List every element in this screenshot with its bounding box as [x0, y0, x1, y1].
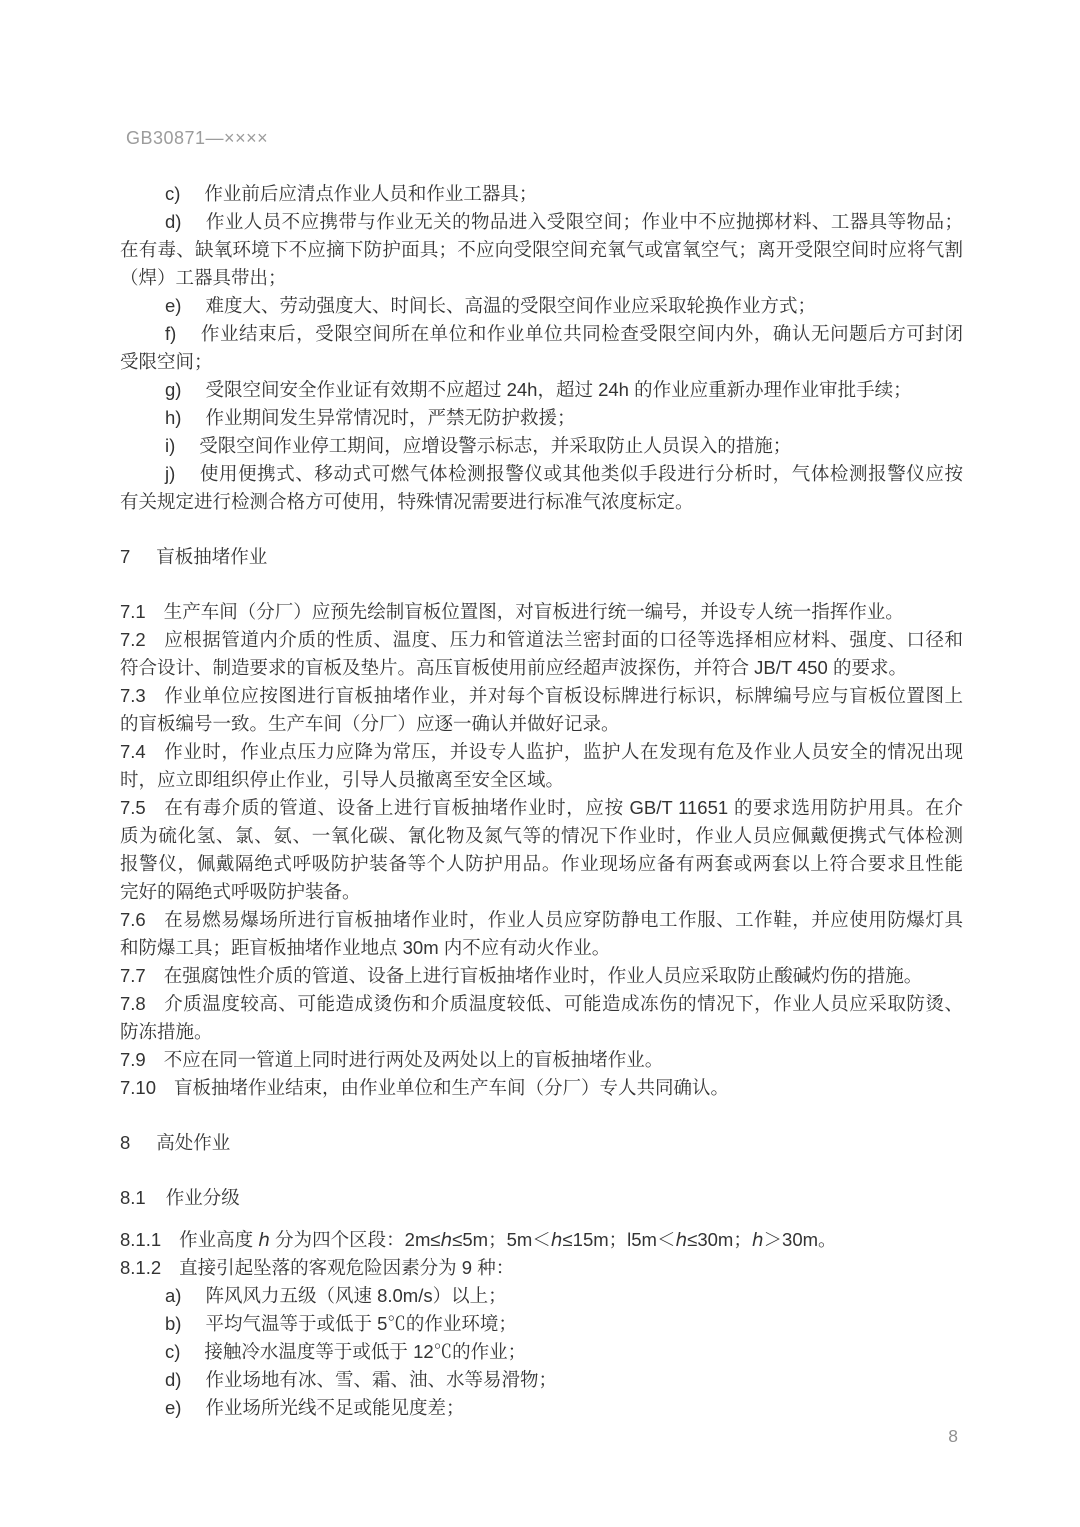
- clause-7-7: [120, 962, 963, 990]
- text-line: [120, 766, 963, 794]
- line-text: 平均气温等于或低于 5℃的作业环境；: [205, 1313, 517, 1334]
- line-text: 阵风风力五级（风速 8.0m/s）以上；: [205, 1285, 507, 1306]
- line-text: 在强腐蚀性介质的管道、设备上进行盲板抽堵作业时，作业人员应采取防止酸碱灼伤的措施。: [163, 965, 923, 986]
- clause-7-2: [120, 626, 963, 654]
- list-marker: h): [165, 407, 182, 428]
- list-marker: g): [165, 379, 182, 400]
- text-line: [120, 488, 963, 516]
- list-item: [120, 1394, 963, 1422]
- list-marker: d): [165, 211, 182, 232]
- line-text: 不应在同一管道上同时进行两处及两处以上的盲板抽堵作业。: [163, 1049, 664, 1070]
- line-text: 使用便携式、移动式可燃气体检测报警仪或其他类似手段进行分析时，气体检测报警仪应按: [199, 463, 963, 484]
- line-text: 作业单位应按图进行盲板抽堵作业，并对每个盲板设标牌进行标识，标牌编号应与盲板位置图上: [163, 685, 963, 706]
- list-item: [120, 460, 963, 488]
- clause-number: 7.6: [120, 909, 146, 930]
- line-text: 介质温度较高、可能造成烫伤和介质温度较低、可能造成冻伤的情况下，作业人员应采取防烫、: [163, 993, 963, 1014]
- line-text: 作业高度 ℎ 分为四个区段：2m≤ℎ≤5m；5m＜ℎ≤15m；l5m＜ℎ≤30m；ℎ＞30m。: [179, 1229, 837, 1250]
- clause-number: 7.9: [120, 1049, 146, 1070]
- section-title: 高处作业: [156, 1132, 231, 1153]
- text-line: [120, 934, 963, 962]
- list-marker: c): [165, 1341, 181, 1362]
- list-item: [120, 404, 963, 432]
- list-marker: i): [165, 435, 176, 456]
- line-text: 质为硫化氢、氯、氨、一氧化碳、氰化物及氮气等的情况下作业时，作业人员应佩戴便携式气体检测: [120, 825, 963, 846]
- clause-7-1: [120, 598, 963, 626]
- section-title: 盲板抽堵作业: [156, 546, 268, 567]
- line-text: （焊）工器具带出；: [120, 267, 287, 288]
- list-item: [120, 1366, 963, 1394]
- list-marker: a): [165, 1285, 182, 1306]
- text-line: [120, 850, 963, 878]
- list-item: [120, 292, 963, 320]
- clause-number: 7.3: [120, 685, 146, 706]
- clause-7-8: [120, 990, 963, 1018]
- clause-number: 7.8: [120, 993, 146, 1014]
- line-text: 完好的隔绝式呼吸防护装备。: [120, 881, 361, 902]
- clause-7-3: [120, 682, 963, 710]
- text-line: [120, 710, 963, 738]
- line-text: 受限空间安全作业证有效期不应超过 24h，超过 24h 的作业应重新办理作业审批手续；: [205, 379, 912, 400]
- clause-number: 8.1.2: [120, 1257, 162, 1278]
- line-text: 作业场所光线不足或能见度差；: [205, 1397, 465, 1418]
- clause-number: 8.1.1: [120, 1229, 162, 1250]
- clause-8-1-2: [120, 1254, 963, 1282]
- list-item: [120, 1338, 963, 1366]
- line-text: 报警仪，佩戴隔绝式呼吸防护装备等个人防护用品。作业现场应备有两套或两套以上符合要求且性能: [120, 853, 963, 874]
- clause-number: 7.7: [120, 965, 146, 986]
- line-text: 有关规定进行检测合格方可使用，特殊情况需要进行标准气浓度标定。: [120, 491, 694, 512]
- clause-7-10: [120, 1074, 963, 1102]
- text-line: [120, 236, 963, 264]
- line-text: 接触冷水温度等于或低于 12℃的作业；: [204, 1341, 527, 1362]
- clause-number: 7.5: [120, 797, 146, 818]
- list-marker: j): [165, 463, 176, 484]
- text-line: [120, 348, 963, 376]
- list-marker: e): [165, 295, 182, 316]
- clause-7-5: [120, 794, 963, 822]
- section-heading-8: [120, 1129, 963, 1157]
- line-text: 作业前后应清点作业人员和作业工器具；: [204, 183, 538, 204]
- line-text: 和防爆工具；距盲板抽堵作业地点 30m 内不应有动火作业。: [120, 937, 611, 958]
- list-item: [120, 376, 963, 404]
- line-text: 作业场地有冰、雪、霜、油、水等易滑物；: [205, 1369, 557, 1390]
- section-heading-7: [120, 543, 963, 571]
- clause-7-4: [120, 738, 963, 766]
- line-text: 的盲板编号一致。生产车间（分厂）应逐一确认并做好记录。: [120, 713, 620, 734]
- line-text: 作业结束后，受限空间所在单位和作业单位共同检查受限空间内外，确认无问题后方可封闭: [200, 323, 963, 344]
- line-text: 在易燃易爆场所进行盲板抽堵作业时，作业人员应穿防静电工作服、工作鞋，并应使用防爆灯具: [163, 909, 963, 930]
- line-text: 直接引起坠落的客观危险因素分为 9 种：: [179, 1257, 515, 1278]
- text-line: [120, 654, 963, 682]
- clause-number: 8.1: [120, 1187, 146, 1208]
- clause-7-9: [120, 1046, 963, 1074]
- line-text: 作业期间发生异常情况时，严禁无防护救援；: [205, 407, 576, 428]
- list-item: [120, 1310, 963, 1338]
- section-number: 8: [120, 1132, 131, 1153]
- clause-number: 7.10: [120, 1077, 157, 1098]
- list-item: [120, 432, 963, 460]
- clause-7-6: [120, 906, 963, 934]
- line-text: 在有毒、缺氧环境下不应摘下防护面具；不应向受限空间充氧气或富氧空气；离开受限空间时应将气割: [120, 239, 963, 260]
- clause-number: 7.1: [120, 601, 146, 622]
- section-title: 作业分级: [165, 1187, 240, 1208]
- line-text: 生产车间（分厂）应预先绘制盲板位置图，对盲板进行统一编号，并设专人统一指挥作业。: [163, 601, 904, 622]
- doc-header-code: GB30871—××××: [126, 128, 269, 148]
- list-item: [120, 180, 963, 208]
- text-line: [120, 878, 963, 906]
- list-marker: b): [165, 1313, 182, 1334]
- line-text: 在有毒介质的管道、设备上进行盲板抽堵作业时，应按 GB/T 11651 的要求选用防护用具。在介: [163, 797, 963, 818]
- page-number: 8: [948, 1426, 958, 1446]
- clause-number: 7.2: [120, 629, 146, 650]
- line-text: 符合设计、制造要求的盲板及垫片。高压盲板使用前应经超声波探伤，并符合 JB/T 450 的要求。: [120, 657, 907, 678]
- list-marker: e): [165, 1397, 182, 1418]
- text-line: [120, 822, 963, 850]
- document-body: [120, 180, 963, 1422]
- subsection-heading-8-1: [120, 1184, 963, 1212]
- list-marker: c): [165, 183, 181, 204]
- line-text: 受限空间；: [120, 351, 213, 372]
- list-item: [120, 320, 963, 348]
- list-marker: d): [165, 1369, 182, 1390]
- line-text: 盲板抽堵作业结束，由作业单位和生产车间（分厂）专人共同确认。: [174, 1077, 730, 1098]
- list-item: [120, 208, 963, 236]
- clause-number: 7.4: [120, 741, 146, 762]
- line-text: 作业时，作业点压力应降为常压，并设专人监护，监护人在发现有危及作业人员安全的情况出现: [163, 741, 963, 762]
- line-text: 难度大、劳动强度大、时间长、高温的受限空间作业应采取轮换作业方式；: [205, 295, 816, 316]
- line-text: 受限空间作业停工期间，应增设警示标志，并采取防止人员误入的措施；: [199, 435, 792, 456]
- line-text: 应根据管道内介质的性质、温度、压力和管道法兰密封面的口径等选择相应材料、强度、口径和: [163, 629, 963, 650]
- clause-8-1-1: [120, 1226, 963, 1254]
- section-number: 7: [120, 546, 131, 567]
- list-item: [120, 1282, 963, 1310]
- list-marker: f): [165, 323, 177, 344]
- line-text: 防冻措施。: [120, 1021, 213, 1042]
- line-text: 时，应立即组织停止作业，引导人员撤离至安全区域。: [120, 769, 565, 790]
- text-line: [120, 1018, 963, 1046]
- line-text: 作业人员不应携带与作业无关的物品进入受限空间；作业中不应抛掷材料、工器具等物品；: [205, 211, 963, 232]
- text-line: [120, 264, 963, 292]
